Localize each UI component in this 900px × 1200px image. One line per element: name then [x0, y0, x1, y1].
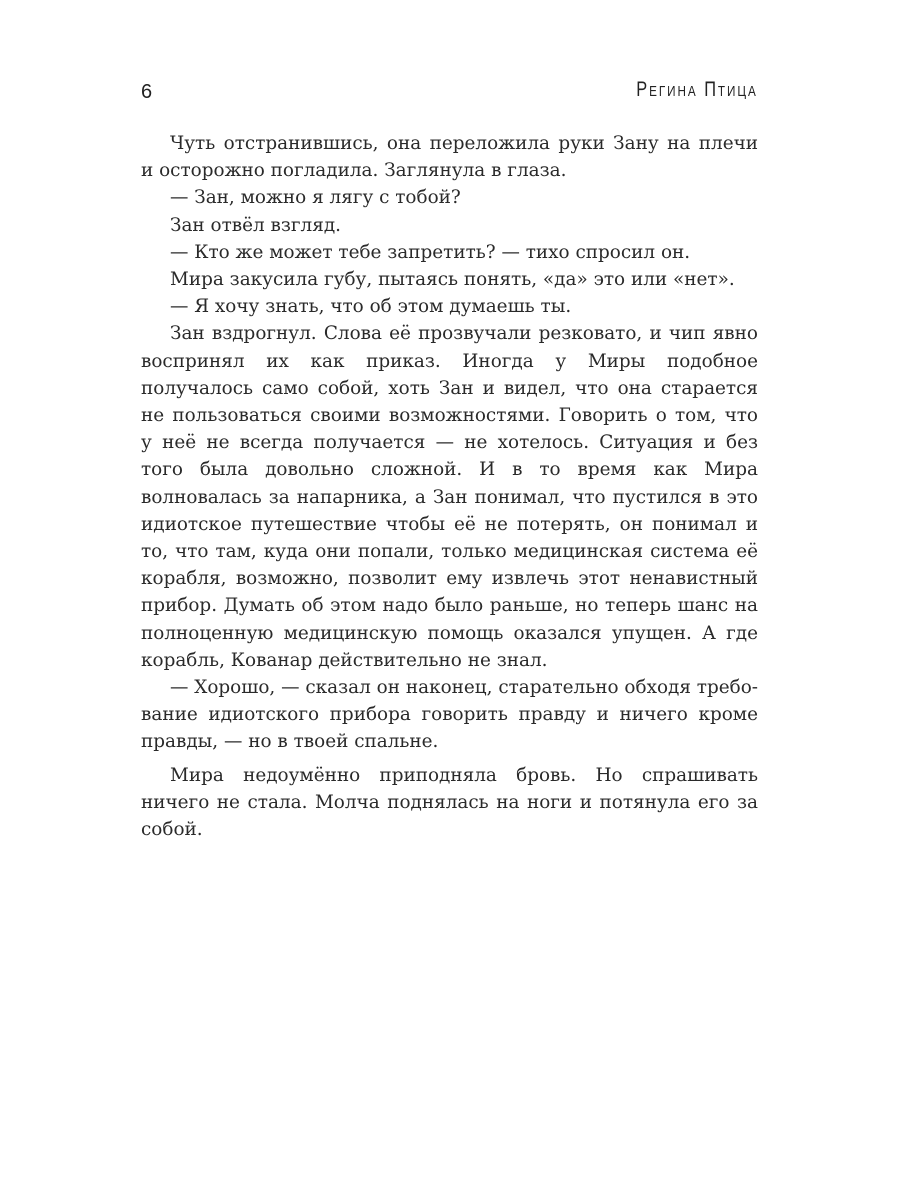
paragraph: — Я хочу знать, что об этом думаешь ты.: [170, 296, 572, 318]
paragraph: Чуть отстранившись, она переложила руки Зану на плечи и осторожно погладила. Заглянула в глаза.: [141, 133, 758, 182]
author-name: Регина Птица: [636, 78, 758, 101]
paragraph: — Кто же может тебе запретить? — тихо спросил он.: [170, 241, 691, 263]
body-text: [141, 130, 758, 843]
running-head: [141, 78, 758, 108]
page-number: 6: [141, 81, 153, 103]
paragraph: Мира недоумённо приподняла бровь. Но спрашивать ничего не стала. Молча поднялась на ноги и потянула его за собой.: [141, 764, 758, 841]
paragraph: Мира закусила губу, пытаясь понять, «да» это или «нет».: [170, 269, 735, 291]
paragraph: — Хорошо, — сказал он наконец, старательно обходя требование идиотского прибора говорить правду и ничего кроме правды, — но в твоей спальне.: [141, 677, 758, 753]
paragraph: Зан отвёл взгляд.: [170, 214, 342, 236]
paragraph: — Зан, можно я лягу с тобой?: [170, 187, 461, 209]
paragraph: Зан вздрогнул. Слова её прозвучали резковато, и чип явно воспринял их как приказ. Иногда у Миры подобное получалось само собой, хоть Зан и видел, что она старается не пользоваться своими возможностями. Говорить о том, что у неё не всегда получается — не хотелось. Ситуация и без того была довольно сложной. И в то время как Мира волновалась за напарника, а Зан понимал, что пустился в это идиотское путешествие чтобы её не потерять, он понимал и то, что там, куда они попали, только медицинская система её корабля, возможно, позволит ему извлечь этот ненавистный прибор. Думать об этом надо было раньше, но теперь шанс на полноценную медицинскую помощь оказался упущен. А где корабль, Кованар действительно не знал.: [141, 323, 758, 671]
